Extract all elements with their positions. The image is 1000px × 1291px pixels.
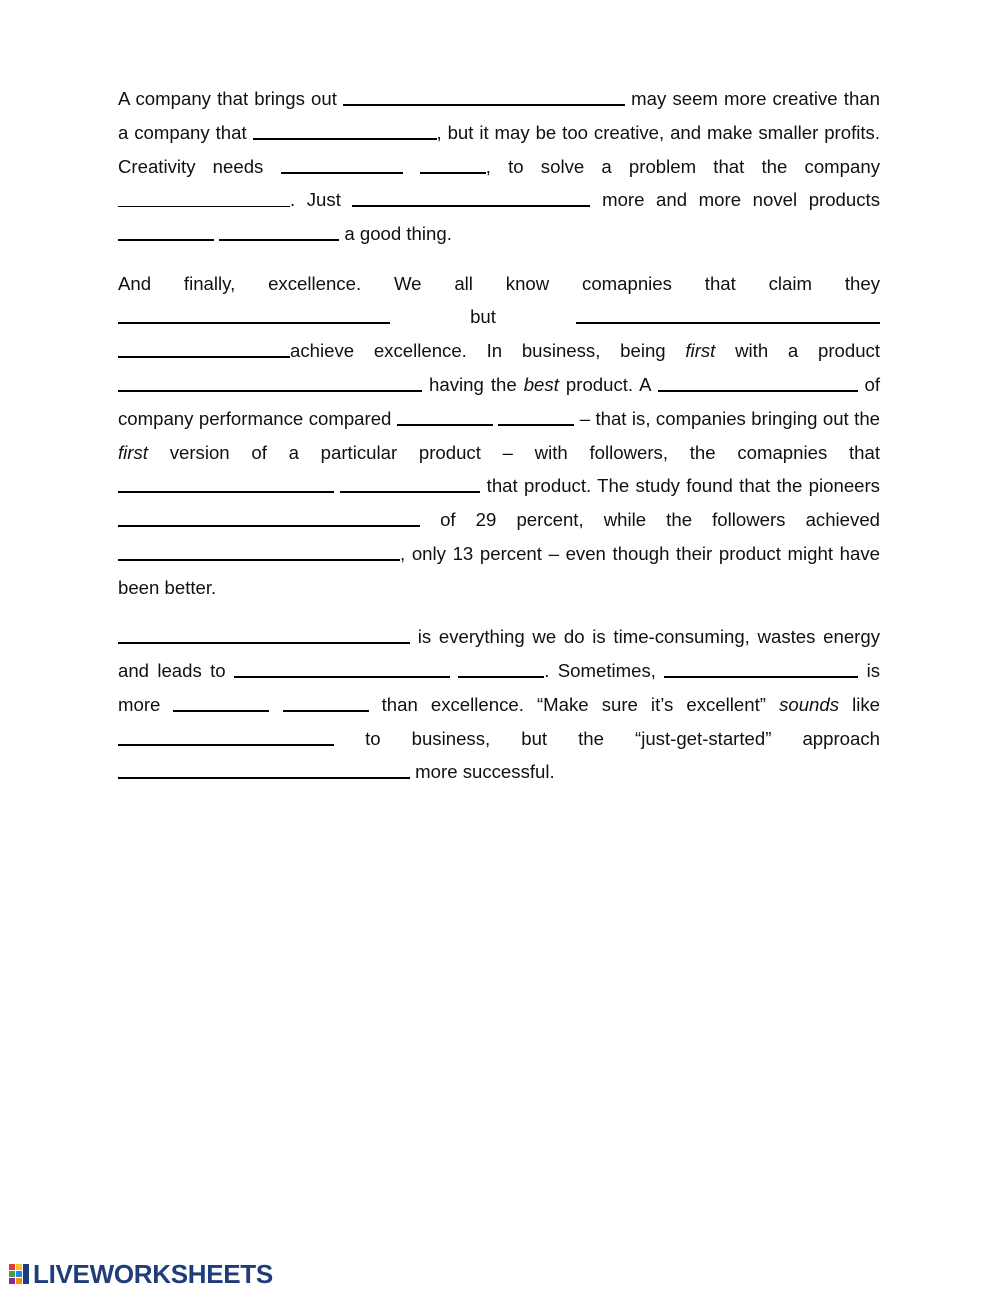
blank-field[interactable] <box>420 172 486 174</box>
text: more and more novel products <box>602 189 881 211</box>
blank-field[interactable] <box>219 239 339 241</box>
blank-field[interactable] <box>253 138 437 140</box>
blank-field[interactable] <box>664 676 858 678</box>
text: having the <box>429 373 517 395</box>
blank-field[interactable] <box>458 676 544 678</box>
text: is everything we do is time-consuming, wastes energy and leads to <box>118 626 880 681</box>
text: like <box>852 693 881 715</box>
blank-field[interactable] <box>283 710 369 712</box>
text: than excellence. “Make sure it’s excellent” <box>381 693 766 715</box>
text: but <box>470 306 496 328</box>
blank-field[interactable] <box>118 356 290 358</box>
blank-field[interactable] <box>118 525 420 527</box>
text: of company performance compared <box>118 373 881 429</box>
blank-field[interactable] <box>118 642 410 644</box>
text: A company that brings out <box>118 88 337 109</box>
text: product. A <box>565 373 651 395</box>
blank-field[interactable] <box>118 559 400 561</box>
text: to business, but the “just-get-started” approach <box>365 727 881 749</box>
text-italic: first <box>685 340 716 362</box>
paragraph-3 <box>118 620 880 789</box>
text: a good thing. <box>344 223 452 245</box>
blank-field[interactable] <box>118 491 334 493</box>
text: , but it may be too creative, and make smaller profits. Creativity needs <box>118 121 880 177</box>
text: more successful. <box>415 761 555 783</box>
text: And finally, excellence. We all know comapnies that claim they <box>118 272 880 294</box>
logo-text: LIVEWORKSHEETS <box>33 1259 273 1289</box>
text: achieve excellence. In business, being <box>290 340 666 362</box>
text-italic: best <box>523 373 559 395</box>
text: of 29 percent, while the followers achieved <box>440 509 880 531</box>
text: may seem more creative than a company that <box>118 88 880 143</box>
blank-field[interactable] <box>118 744 334 746</box>
text: – that is, companies bringing out the <box>579 407 880 429</box>
blank-field[interactable] <box>281 172 403 174</box>
blank-field[interactable] <box>234 676 450 678</box>
blank-field[interactable] <box>576 322 880 324</box>
blank-field[interactable] <box>118 322 390 324</box>
text: with a product <box>735 340 880 362</box>
blank-field[interactable] <box>118 206 290 207</box>
paragraph-2 <box>118 267 880 605</box>
text: is more <box>118 659 881 715</box>
blank-field[interactable] <box>352 205 590 207</box>
text: . Just <box>290 189 341 211</box>
blank-field[interactable] <box>340 491 480 493</box>
text: that product. The study found that the pioneers <box>486 475 880 497</box>
text-italic: sounds <box>779 693 840 715</box>
blank-field[interactable] <box>173 710 269 712</box>
blank-field[interactable] <box>118 239 214 241</box>
liveworksheets-logo <box>9 1258 273 1290</box>
text: , only 13 percent – even though their product might have been better. <box>118 542 880 598</box>
text: version of a particular product – with followers, the comapnies that <box>169 441 880 463</box>
blank-field[interactable] <box>498 424 574 426</box>
paragraph-1 <box>118 82 880 251</box>
blank-field[interactable] <box>343 104 625 106</box>
worksheet <box>118 82 880 805</box>
text: , to solve a problem that the company <box>485 155 880 177</box>
blank-field[interactable] <box>118 777 410 779</box>
text: . Sometimes, <box>544 659 656 681</box>
blank-field[interactable] <box>118 390 422 392</box>
logo-mark-icon <box>9 1262 31 1286</box>
blank-field[interactable] <box>658 390 858 392</box>
text-italic: first <box>118 441 148 463</box>
blank-field[interactable] <box>397 424 493 426</box>
